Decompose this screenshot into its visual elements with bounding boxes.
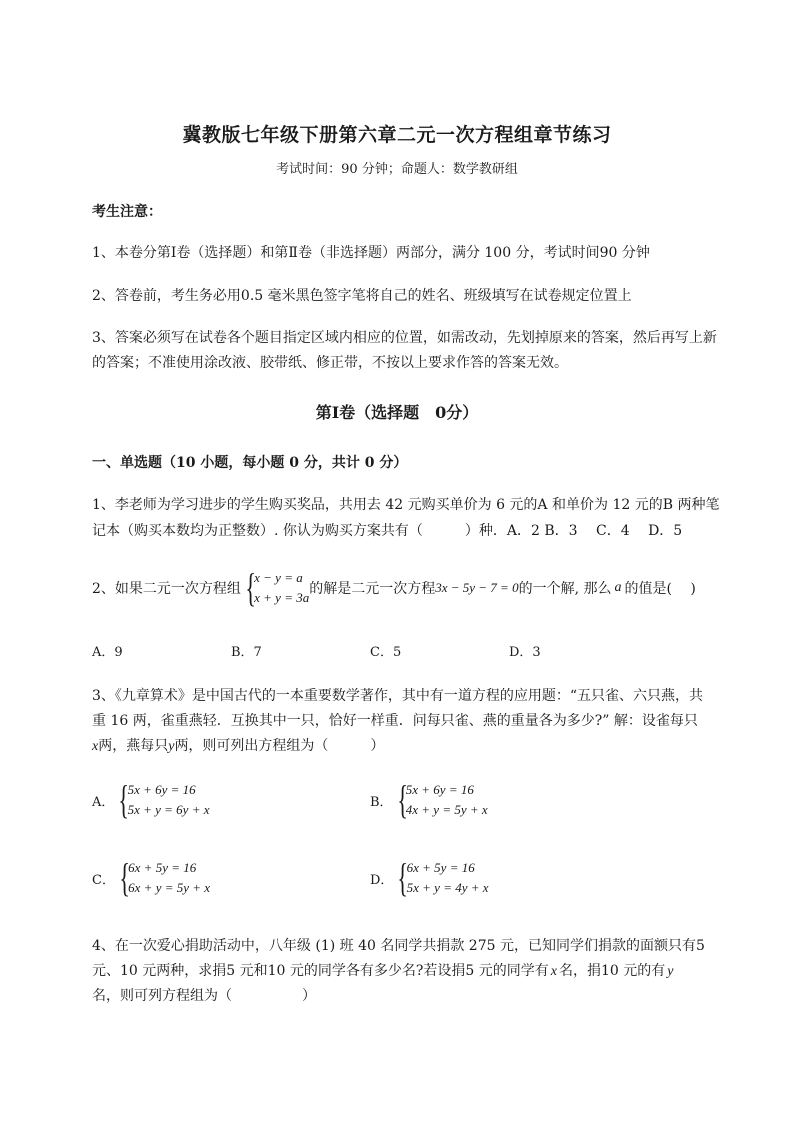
q3-option-d-brace: {	[397, 855, 409, 900]
q2-eq2: x + y = 3a	[254, 590, 310, 605]
q4-line2	[92, 960, 675, 980]
q4-var-x: x	[550, 964, 557, 979]
q3-text-d: 两，则可列出方程组为（ ）	[174, 738, 385, 754]
q4-text-c: 名，捐10 元的有	[558, 963, 666, 979]
q3-option-d-label: D．	[370, 872, 394, 888]
page-title: 冀教版七年级下册第六章二元一次方程组章节练习	[182, 124, 612, 146]
q3-option-c[interactable]	[92, 855, 211, 900]
q3-option-a-brace: {	[118, 777, 130, 822]
q3-option-b-brace: {	[396, 777, 408, 822]
q3-line2: 重 16 两，雀重燕轻．互换其中一只，恰好一样重．问每只雀、燕的重量各为多少?” 解：设雀每只	[92, 713, 698, 729]
exam-info: 考试时间：90 分钟；命题人：数学教研组	[276, 162, 518, 177]
q2-end: 的值是( )	[624, 581, 696, 597]
q3-option-b-label: B．	[370, 794, 393, 810]
notice-item-2: 2、答卷前，考生务必用0.5 毫米黑色签字笔将自己的姓名、班级填写在试卷规定位置上	[92, 288, 632, 304]
q2-suffix: 的一个解, 那么	[518, 581, 612, 597]
q4-line1: 4、在一次爱心捐助活动中，八年级 (1) 班 40 名同学共捐款 275 元，已知同学们捐款的面额只有5	[92, 938, 705, 954]
q3-text-b: 两，燕每只	[98, 738, 169, 754]
q2-system	[241, 565, 310, 610]
q3-option-a-label: A．	[92, 794, 115, 810]
q2-eq1: x − y = a	[254, 570, 303, 585]
q3-line1: 3、《九章算术》是中国古代的一本重要数学著作，其中有一道方程的应用题：“五只雀、六只燕，共	[92, 688, 704, 704]
q3-option-a-eq2: 5x + y = 6y + x	[127, 802, 210, 817]
q3-option-d-eq2: 5x + y = 4y + x	[406, 880, 489, 895]
q3-option-c-brace: {	[119, 855, 130, 900]
q2-stem	[92, 565, 696, 610]
q2-option-b[interactable]: B．7	[231, 645, 262, 660]
q3-var-y: y	[168, 739, 175, 754]
q1-line1: 1、李老师为学习进步的学生购买奖品，共用去 42 元购买单价为 6 元的A 和单价为 12 元的B 两种笔	[92, 497, 720, 513]
q3-option-c-label: C．	[92, 872, 115, 888]
section-title: 第Ⅰ卷（选择题 0分）	[315, 403, 479, 422]
q3-option-a-eq1: 5x + 6y = 16	[127, 782, 196, 797]
q2-option-a[interactable]: A．9	[92, 645, 123, 660]
q3-option-b-eq1: 5x + 6y = 16	[405, 782, 474, 797]
part-heading: 一、单选题（10 小题，每小题 0 分，共计 0 分）	[92, 455, 408, 471]
q4-line3: 名，则可列方程组为（ ）	[92, 988, 316, 1004]
q2-prefix: 2、如果二元一次方程组	[92, 581, 241, 597]
notice-item-3-cont: 的答案；不准使用涂改液、胶带纸、修正带，不按以上要求作答的答案无效。	[92, 355, 568, 371]
q4-text-a: 元、10 元两种，求捐5 元和10 元的同学各有多少名?若设捐5 元的同学有	[92, 963, 549, 979]
notice-heading: 考生注意：	[92, 204, 162, 220]
q3-option-a[interactable]	[92, 777, 210, 822]
q2-option-c[interactable]: C．5	[370, 645, 402, 660]
q2-var: a	[614, 580, 622, 595]
q3-option-c-eq1: 6x + 5y = 16	[128, 860, 197, 875]
notice-item-3: 3、答案必须写在试卷各个题目指定区域内相应的位置，如需改动，先划掉原来的答案，然后再写上新	[92, 330, 717, 346]
q3-option-b[interactable]	[370, 777, 488, 822]
q3-var-x: x	[92, 739, 99, 754]
q2-equation: 3x − 5y − 7 = 0	[435, 580, 519, 595]
q1-line2: 记本（购买本数均为正整数）. 你认为购买方案共有（ ）种．A．2 B．3 C．4 D．5	[92, 523, 683, 539]
q3-line3	[92, 735, 384, 755]
q2-middle: 的解是二元一次方程	[309, 581, 436, 597]
q3-option-c-eq2: 6x + y = 5y + x	[128, 880, 211, 895]
q2-brace: {	[245, 565, 256, 610]
notice-item-1: 1、本卷分第Ⅰ卷（选择题）和第Ⅱ卷（非选择题）两部分，满分 100 分，考试时间90 分钟	[92, 245, 650, 261]
q2-option-d[interactable]: D．3	[509, 645, 541, 660]
q3-option-d[interactable]	[370, 855, 489, 900]
q3-option-d-eq1: 6x + 5y = 16	[406, 860, 475, 875]
q3-option-b-eq2: 4x + y = 5y + x	[405, 802, 488, 817]
q4-var-y: y	[667, 964, 674, 979]
